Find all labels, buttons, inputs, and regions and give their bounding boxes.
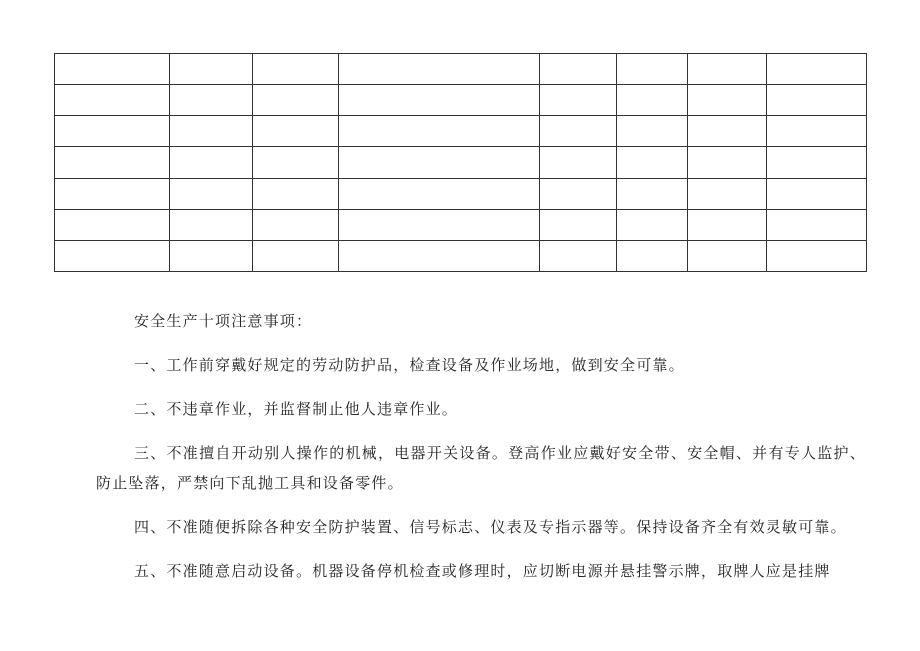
table-cell (540, 178, 617, 209)
table-cell (617, 178, 688, 209)
table-cell (253, 116, 339, 147)
table-cell (170, 240, 253, 271)
table-cell (617, 54, 688, 85)
table-cell (55, 54, 170, 85)
table-cell (617, 147, 688, 178)
table-cell (767, 178, 867, 209)
note-item-2: 二、不违章作业，并监督制止他人违章作业。 (134, 400, 459, 418)
table-cell (767, 116, 867, 147)
table-cell (540, 85, 617, 116)
table-cell (253, 147, 339, 178)
table-cell (617, 209, 688, 240)
table-cell (617, 240, 688, 271)
table-cell (253, 54, 339, 85)
table-cell (688, 178, 767, 209)
table-cell (767, 54, 867, 85)
table-cell (767, 209, 867, 240)
table-cell (253, 178, 339, 209)
table-cell (540, 116, 617, 147)
table-row (55, 54, 867, 85)
note-item-3: 三、不准擅自开动别人操作的机械，电器开关设备。登高作业应戴好安全带、安全帽、并有专人监护、防止坠落，严禁向下乱抛工具和设备零件。 (96, 444, 866, 492)
table-row (55, 116, 867, 147)
table-cell (339, 240, 540, 271)
table-cell (767, 85, 867, 116)
table-cell (767, 147, 867, 178)
table-row (55, 240, 867, 271)
table-cell (688, 240, 767, 271)
table-cell (55, 178, 170, 209)
table-cell (767, 240, 867, 271)
table-cell (253, 85, 339, 116)
table-cell (688, 85, 767, 116)
table-cell (170, 116, 253, 147)
table-cell (540, 147, 617, 178)
table-cell (339, 54, 540, 85)
safety-notes (96, 306, 866, 600)
table-cell (617, 85, 688, 116)
table-cell (339, 178, 540, 209)
table-cell (170, 209, 253, 240)
table-cell (170, 54, 253, 85)
table-cell (55, 147, 170, 178)
table-row (55, 85, 867, 116)
table-cell (55, 209, 170, 240)
table-cell (170, 178, 253, 209)
table-body (55, 54, 867, 272)
table-cell (339, 116, 540, 147)
table-cell (339, 85, 540, 116)
table-cell (540, 209, 617, 240)
table-cell (688, 54, 767, 85)
table-cell (253, 240, 339, 271)
note-item-1: 一、工作前穿戴好规定的劳动防护品，检查设备及作业场地，做到安全可靠。 (134, 356, 685, 374)
note-item-4: 四、不准随便拆除各种安全防护装置、信号标志、仪表及专指示器等。保持设备齐全有效灵敏可靠。 (134, 518, 847, 536)
table-row (55, 178, 867, 209)
table-cell (688, 147, 767, 178)
table-cell (253, 209, 339, 240)
table-cell (55, 85, 170, 116)
table-cell (688, 116, 767, 147)
table-cell (170, 147, 253, 178)
table-cell (688, 209, 767, 240)
note-item-5: 五、不准随意启动设备。机器设备停机检查或修理时，应切断电源并悬挂警示牌，取牌人应是挂牌 (134, 562, 831, 580)
table-cell (55, 240, 170, 271)
table-cell (617, 116, 688, 147)
blank-record-table (54, 53, 867, 272)
table-cell (339, 147, 540, 178)
notes-heading: 安全生产十项注意事项： (134, 312, 313, 330)
table-row (55, 147, 867, 178)
table-row (55, 209, 867, 240)
table-cell (339, 209, 540, 240)
table-cell (540, 54, 617, 85)
table-cell (55, 116, 170, 147)
table-cell (170, 85, 253, 116)
table-cell (540, 240, 617, 271)
